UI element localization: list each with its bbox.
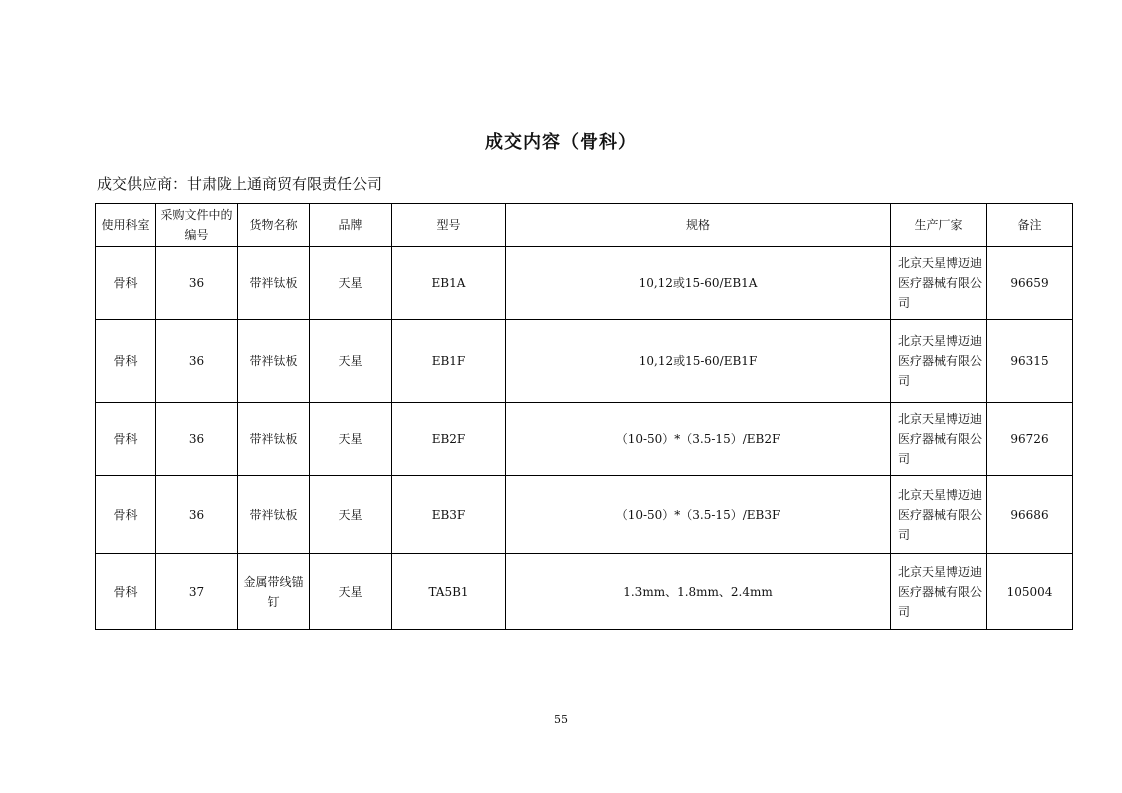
cell-maker: 北京天星博迈迪医疗器械有限公司 <box>891 476 987 554</box>
header-note: 备注 <box>987 204 1073 247</box>
table-row <box>96 476 1073 554</box>
supplier-line: 成交供应商：甘肃陇上通商贸有限责任公司 <box>97 175 383 193</box>
cell-brand: 天星 <box>310 476 392 554</box>
page-title: 成交内容（骨科） <box>485 132 637 153</box>
header-goods: 货物名称 <box>238 204 310 247</box>
cell-maker: 北京天星博迈迪医疗器械有限公司 <box>891 247 987 320</box>
cell-doc-no: 36 <box>156 320 238 403</box>
cell-model: EB1A <box>392 247 506 320</box>
cell-spec: 10,12或15-60/EB1A <box>506 247 891 320</box>
cell-spec: 10,12或15-60/EB1F <box>506 320 891 403</box>
table-row <box>96 554 1073 630</box>
cell-model: EB2F <box>392 403 506 476</box>
cell-goods: 带袢钛板 <box>238 320 310 403</box>
header-dept: 使用科室 <box>96 204 156 247</box>
cell-note: 96315 <box>987 320 1073 403</box>
cell-note: 105004 <box>987 554 1073 630</box>
cell-model: TA5B1 <box>392 554 506 630</box>
header-maker: 生产厂家 <box>891 204 987 247</box>
cell-doc-no: 36 <box>156 247 238 320</box>
table-row <box>96 403 1073 476</box>
cell-goods: 带袢钛板 <box>238 247 310 320</box>
cell-brand: 天星 <box>310 320 392 403</box>
cell-doc-no: 37 <box>156 554 238 630</box>
cell-spec: 1.3mm、1.8mm、2.4mm <box>506 554 891 630</box>
cell-dept: 骨科 <box>96 554 156 630</box>
cell-note: 96686 <box>987 476 1073 554</box>
cell-maker: 北京天星博迈迪医疗器械有限公司 <box>891 403 987 476</box>
cell-note: 96726 <box>987 403 1073 476</box>
cell-spec: （10-50）*（3.5-15）/EB2F <box>506 403 891 476</box>
cell-dept: 骨科 <box>96 320 156 403</box>
cell-note: 96659 <box>987 247 1073 320</box>
cell-dept: 骨科 <box>96 403 156 476</box>
table-header-row <box>96 204 1073 247</box>
cell-doc-no: 36 <box>156 403 238 476</box>
table-row <box>96 320 1073 403</box>
cell-doc-no: 36 <box>156 476 238 554</box>
cell-maker: 北京天星博迈迪医疗器械有限公司 <box>891 554 987 630</box>
cell-brand: 天星 <box>310 403 392 476</box>
cell-model: EB3F <box>392 476 506 554</box>
header-doc-no: 采购文件中的编号 <box>156 204 238 247</box>
cell-brand: 天星 <box>310 554 392 630</box>
cell-maker: 北京天星博迈迪医疗器械有限公司 <box>891 320 987 403</box>
cell-dept: 骨科 <box>96 476 156 554</box>
table-row <box>96 247 1073 320</box>
header-spec: 规格 <box>506 204 891 247</box>
cell-model: EB1F <box>392 320 506 403</box>
cell-goods: 金属带线锚钉 <box>238 554 310 630</box>
cell-dept: 骨科 <box>96 247 156 320</box>
deal-table <box>95 203 1073 630</box>
page-number: 55 <box>554 713 568 726</box>
cell-spec: （10-50）*（3.5-15）/EB3F <box>506 476 891 554</box>
header-brand: 品牌 <box>310 204 392 247</box>
header-model: 型号 <box>392 204 506 247</box>
cell-brand: 天星 <box>310 247 392 320</box>
cell-goods: 带袢钛板 <box>238 403 310 476</box>
cell-goods: 带袢钛板 <box>238 476 310 554</box>
